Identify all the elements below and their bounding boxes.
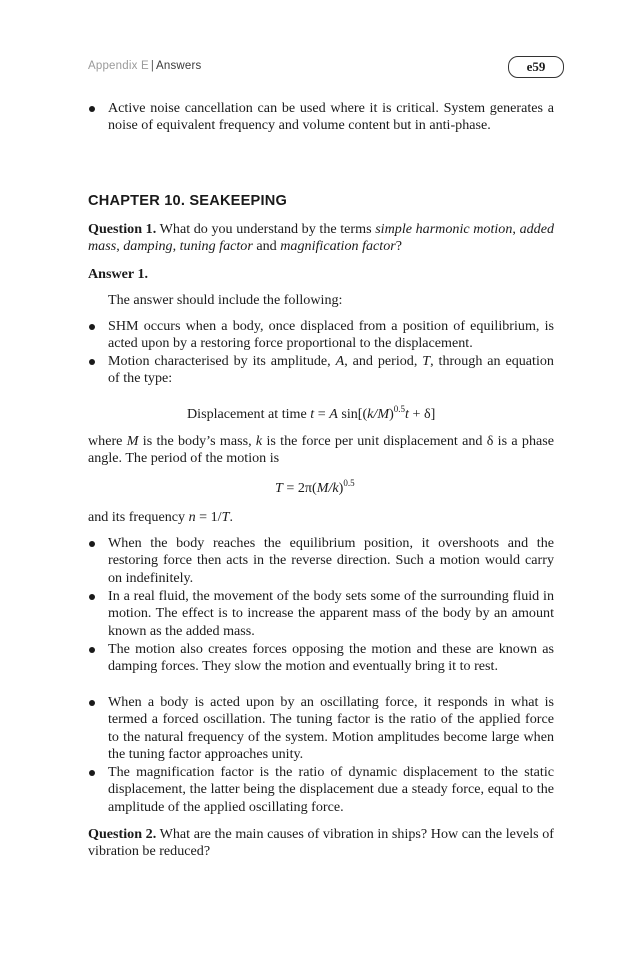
question-label: Question 2.	[88, 826, 157, 842]
displacement-equation: Displacement at time t = A $\sin[(k/M)^{0.5}t + \delta]$	[187, 404, 436, 422]
frequency-paragraph: and its frequency n = 1/T.	[88, 509, 233, 525]
appendix-label: Appendix E	[88, 60, 149, 72]
where-paragraph: where M is the body’s mass, k is the force per unit displacement and δ is a phase angle. The period of the motion is	[88, 433, 554, 467]
bullet-text: Active noise cancellation can be used where it is critical. System generates a noise of equivalent frequency and volume content but in anti-phase.	[108, 100, 554, 134]
list-item: In a real fluid, the movement of the body sets some of the surrounding fluid in motion. The effect is to increase the apparent mass of the body by an amount known as the added mass.	[88, 588, 554, 640]
bullet-icon	[89, 106, 95, 112]
header-label	[88, 60, 202, 72]
bullet-icon	[89, 359, 95, 365]
bullet-icon	[89, 647, 95, 653]
answer-intro: The answer should include the following:	[108, 292, 343, 308]
section-label: Answers	[156, 60, 202, 72]
bullet-icon	[89, 700, 95, 706]
bullet-icon	[89, 770, 95, 776]
bullet-icon	[89, 594, 95, 600]
chapter-heading: CHAPTER 10. SEAKEEPING	[88, 193, 288, 209]
question-label: Question 1.	[88, 221, 157, 237]
question-2: Question 2. What are the main causes of vibration in ships? How can the levels of vibration be reduced?	[88, 826, 554, 860]
list-item: SHM occurs when a body, once displaced from a position of equilibrium, is acted upon by a restoring force proportional to the displacement.	[88, 318, 554, 353]
list-item: Motion characterised by its amplitude, A, and period, T, through an equation of the type:	[88, 353, 554, 388]
page-number: e59	[508, 56, 564, 78]
running-header	[88, 56, 554, 78]
bullet-icon	[89, 541, 95, 547]
list-item: The magnification factor is the ratio of dynamic displacement to the static displacement, the latter being the displacement due a steady force, equal to the amplitude of the applied oscillating force.	[88, 764, 554, 816]
bullet-icon	[89, 324, 95, 330]
list-item	[88, 100, 554, 135]
list-item: When a body is acted upon by an oscillating force, it responds in what is termed a forced oscillation. The tuning factor is the ratio of the applied force to the natural frequency of the system. Motion amplitudes become large when the tuning factor approaches unity.	[88, 694, 554, 764]
list-item: The motion also creates forces opposing the motion and these are known as damping forces. They slow the motion and eventually bring it to rest.	[88, 641, 554, 676]
list-item: When the body reaches the equilibrium position, it overshoots and the restoring force then acts in the reverse direction. Such a motion would carry on indefinitely.	[88, 535, 554, 587]
question-1: Question 1. What do you understand by the terms simple harmonic motion, added mass, damping, tuning factor and magnification factor?	[88, 221, 555, 255]
period-equation: $T = 2\pi(M/k)^{0.5}$	[275, 478, 355, 496]
header-separator: |	[150, 60, 155, 72]
answer-label: Answer 1.	[88, 266, 149, 282]
